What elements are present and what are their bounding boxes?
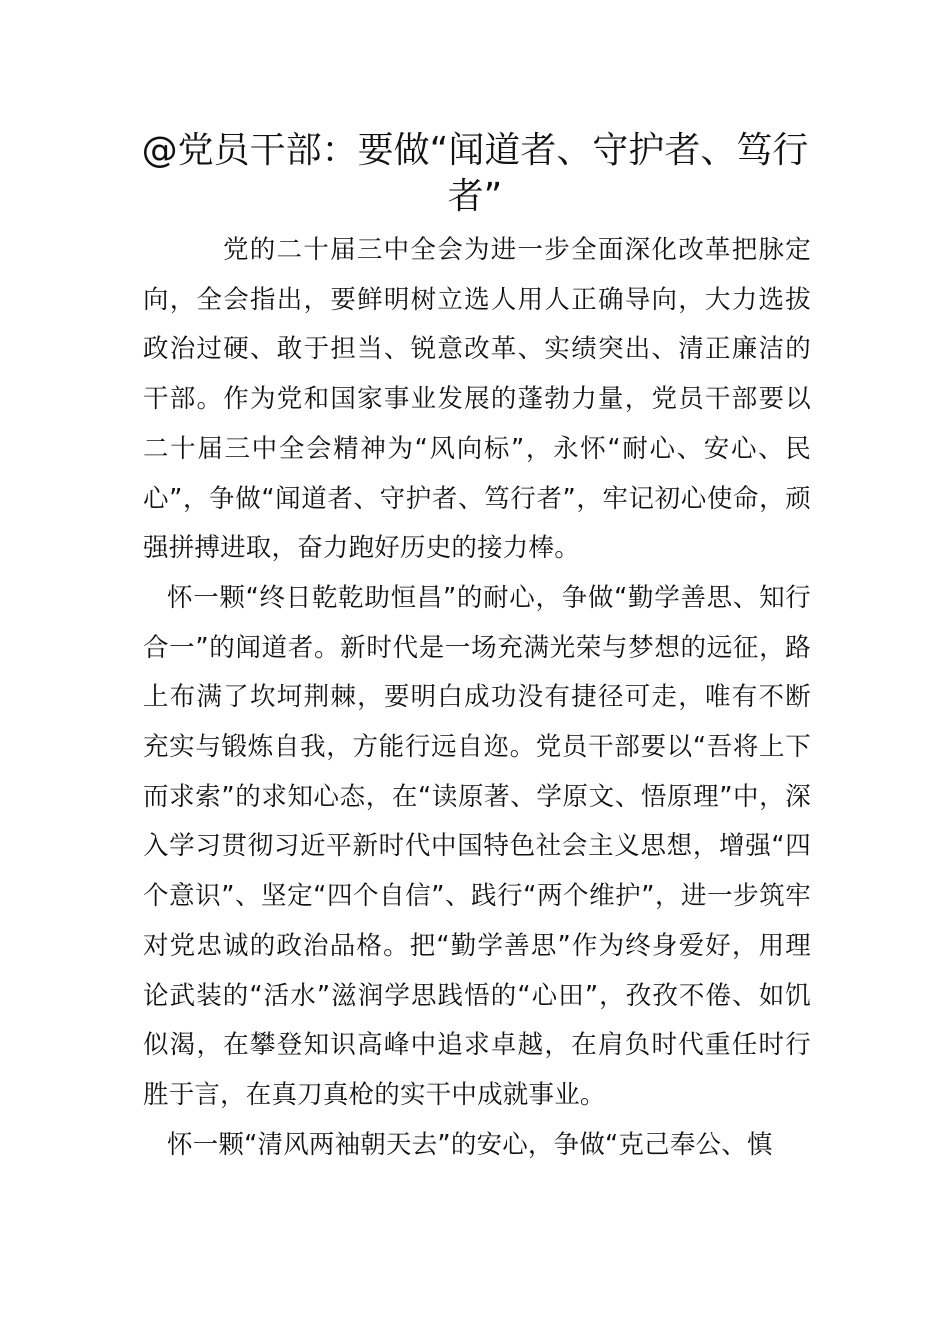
paragraph-intro: 党的二十届三中全会为进一步全面深化改革把脉定向，全会指出，要鲜明树立选人用人正确导向，大力选拔政治过硬、敢于担当、锐意改革、实绩突出、清正廉洁的干部。作为党和国家事业发展的蓬勃力量，党员干部要以二十届三中全会精神为“风向标”，永怀“耐心、安心、民心”，争做“闻道者、守护者、笃行者”，牢记初心使命，顽强拼搏进取，奋力跑好历史的接力棒。 [143,235,811,564]
paragraph-patience: 怀一颗“终日乾乾助恒昌”的耐心，争做“勤学善思、知行合一”的闻道者。新时代是一场充满光荣与梦想的远征，路上布满了坎坷荆棘，要明白成功没有捷径可走，唯有不断充实与锻炼自我，方能行远自迩。党员干部要以“吾将上下而求索”的求知心态，在“读原著、学原文、悟原理”中，深入学习贯彻习近平新时代中国特色社会主义思想，增强“四个意识”、坚定“四个自信”、践行“两个维护”，进一步筑牢对党忠诚的政治品格。把“勤学善思”作为终身爱好，用理论武装的“活水”滋润学思践悟的“心田”，孜孜不倦、如饥似渴，在攀登知识高峰中追求卓越，在肩负时代重任时行胜于言，在真刀真枪的实干中成就事业。 [143,582,811,1110]
paragraph-peace: 怀一颗“清风两袖朝天去”的安心，争做“克己奉公、慎 [167,1129,773,1160]
page-title: @党员干部：要做“闻道者、守护者、笃行者” [141,130,809,217]
document-body [143,226,811,1170]
